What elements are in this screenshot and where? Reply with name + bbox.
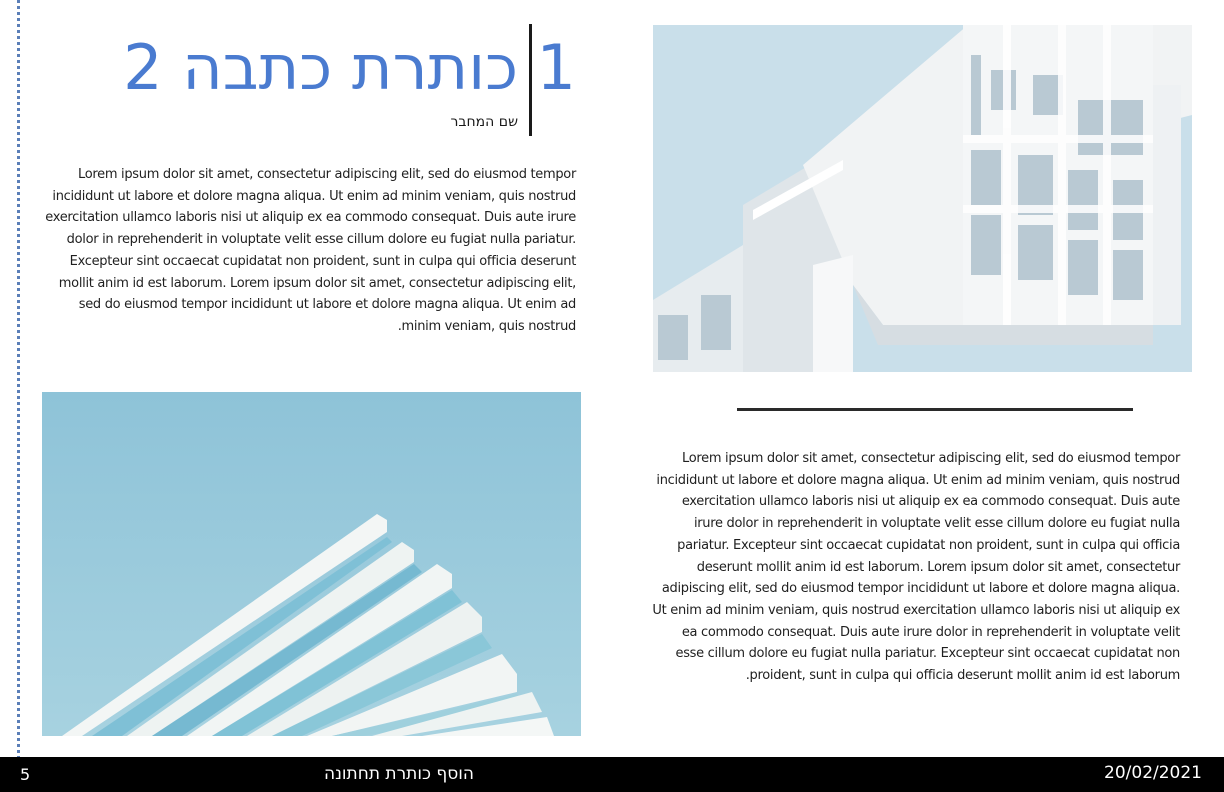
dotted-border-rule: [16, 0, 22, 757]
article-number: 1: [536, 31, 576, 104]
footer-date: 20/02/2021: [1104, 763, 1202, 783]
title-divider: [529, 24, 532, 136]
title-block: [40, 18, 580, 143]
author-name: שם המחבר: [450, 114, 518, 130]
body-paragraph-2: Lorem ipsum dolor sit amet, consectetur adipiscing elit, sed do eiusmod tempor incididunt ut labore et dolore magna aliqua. Ut enim ad minim veniam, quis nostrud exercitation ullamco laboris nisi ut aliquip ex ea commodo consequat. Duis aute irure dolor in reprehenderit in voluptate velit esse cillum dolore eu fugiat nulla pariatur. Excepteur sint occaecat cupidatat non proident, sunt in culpa qui officia deserunt mollit anim id est laborum. Lorem ipsum dolor sit amet, consectetur adipiscing elit, sed do eiusmod tempor incididunt ut labore et dolore magna aliqua. Ut enim ad minim veniam, quis nostrud exercitation ullamco laboris nisi ut aliquip ex ea commodo consequat. Duis aute irure dolor in reprehenderit in voluptate velit esse cillum dolore eu fugiat nulla pariatur. Excepteur sint occaecat cupidatat non proident, sunt in culpa qui officia deserunt mollit anim id est laborum.: [652, 451, 1180, 684]
section-divider: [737, 408, 1133, 411]
building-photo-top: [653, 25, 1192, 372]
article-title: כותרת כתבה 2: [123, 31, 518, 104]
building-photo-bottom: [42, 392, 581, 736]
page-number: 5: [20, 765, 31, 784]
footer-title: הוסף כותרת תחתונה: [324, 764, 475, 784]
page-footer: [0, 757, 1224, 792]
body-paragraph-1: Lorem ipsum dolor sit amet, consectetur adipiscing elit, sed do eiusmod tempor incididunt ut labore et dolore magna aliqua. Ut enim ad minim veniam, quis nostrud exercitation ullamco laboris nisi ut aliquip ex ea commodo consequat. Duis aute irure dolor in reprehenderit in voluptate velit esse cillum dolore eu fugiat nulla pariatur. Excepteur sint occaecat cupidatat non proident, sunt in culpa qui officia deserunt mollit anim id est laborum. Lorem ipsum dolor sit amet, consectetur adipiscing elit, sed do eiusmod tempor incididunt ut labore et dolore magna aliqua. Ut enim ad minim veniam, quis nostrud.: [45, 167, 576, 334]
